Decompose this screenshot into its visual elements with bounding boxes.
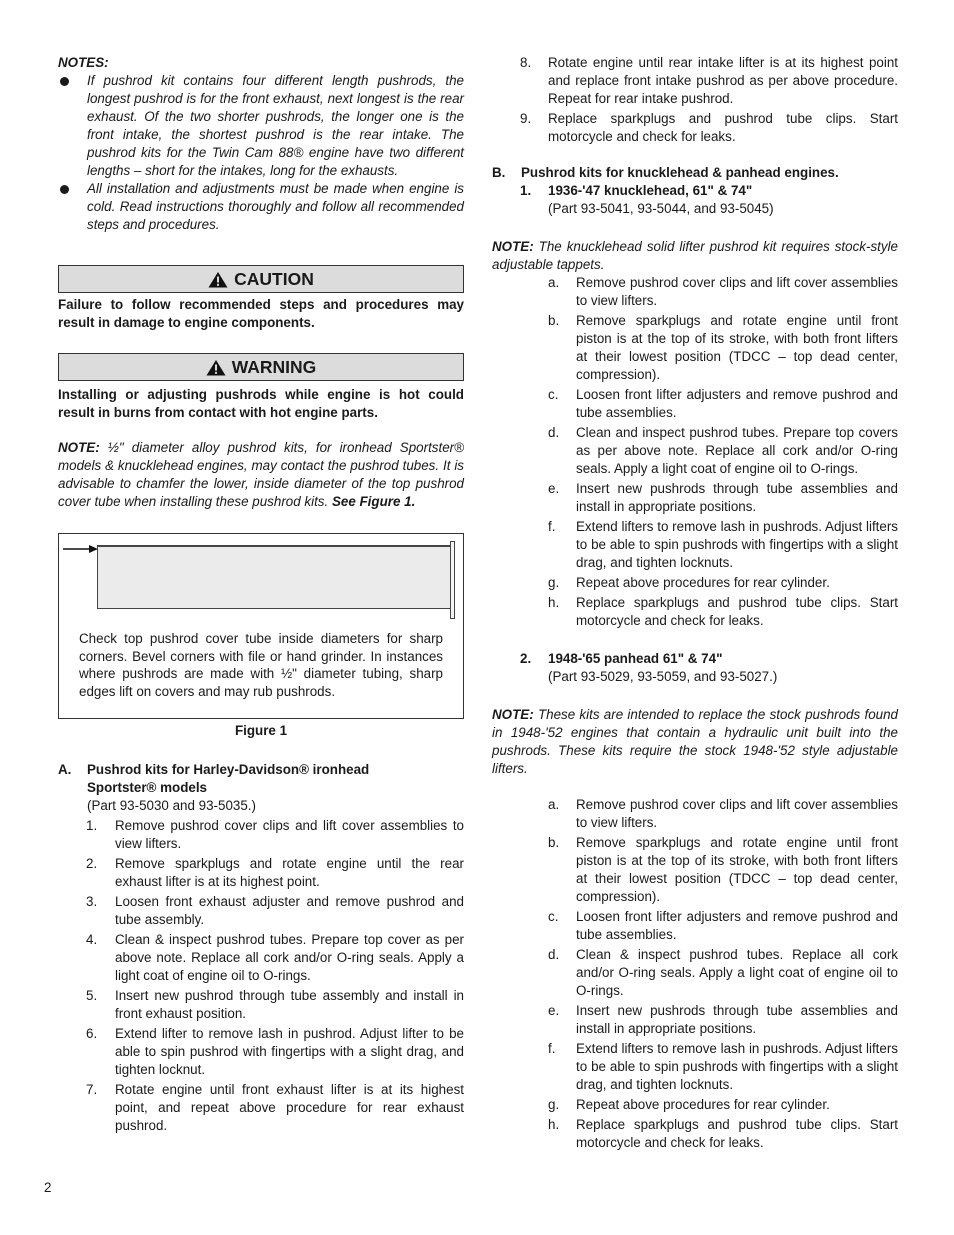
step-item — [58, 1025, 464, 1079]
caution-text: Failure to follow recommended steps and procedures may result in damage to engine components. — [58, 297, 464, 330]
warning-triangle-icon — [206, 359, 226, 376]
step-item — [492, 574, 898, 592]
step-text: Replace sparkplugs and pushrod tube clips. Start motorcycle and check for leaks. — [576, 595, 898, 628]
step-item — [492, 594, 898, 630]
step-number: g. — [548, 1097, 560, 1112]
sub1-note-label: NOTE: — [492, 239, 534, 254]
step-item — [492, 386, 898, 422]
step-item — [492, 480, 898, 516]
sub2-parts: (Part 93-5029, 93-5059, and 93-5027.) — [548, 669, 778, 684]
sub1-steps — [492, 274, 898, 630]
sub2-note — [492, 706, 898, 778]
step-text: Loosen front exhaust adjuster and remove pushrod and tube assembly. — [115, 894, 464, 927]
step-text: Repeat above procedures for rear cylinder. — [576, 575, 830, 590]
section-b-label: B. — [492, 165, 506, 180]
step-number: c. — [548, 387, 559, 402]
step-item — [58, 817, 464, 853]
note-bullet-1: If pushrod kit contains four different length pushrods, the longest pushrod is for the front exhaust, next longest is the rear exhaust. Of the two shorter pushrods, the longer one is the front intake, the shortest pushrod is the rear intake. The pushrod kits for the Twin Cam 88® engine have two different lengths – short for the intakes, long for the exhausts. — [58, 72, 464, 180]
sub1-heading — [492, 182, 898, 218]
step-number: c. — [548, 909, 559, 924]
step-number: 4. — [86, 932, 98, 947]
warning-banner — [58, 353, 464, 381]
step-number: 7. — [86, 1082, 98, 1097]
warning-label: WARNING — [231, 357, 317, 377]
right-column — [492, 54, 898, 1152]
step-text: Extend lifter to remove lash in pushrod. Adjust lifter to be able to spin pushrod with fingertips with a slight drag, and tighten locknut. — [115, 1026, 464, 1077]
figure-caption: Check top pushrod cover tube inside diameters for sharp corners. Bevel corners with file or hand grinder. In instances where pushrods are made with ½" diameter tubing, sharp edges lift on covers and may rub pushrods. — [79, 631, 443, 699]
caution-label: CAUTION — [234, 269, 314, 289]
step-item — [58, 931, 464, 985]
step-item — [58, 987, 464, 1023]
step-number: 1. — [86, 818, 98, 833]
step-number: d. — [548, 947, 560, 962]
step-text: Remove sparkplugs and rotate engine until the rear exhaust lifter is at its highest point. — [115, 856, 464, 889]
step-text: Remove sparkplugs and rotate engine until front piston is at the top of its stroke, with both front lifters at their lowest position (TDCC – top dead center, compression). — [576, 313, 898, 382]
step-text: Remove sparkplugs and rotate engine until front piston is at the top of its stroke, with both front lifters at their lowest position (TDCC – top dead center, compression). — [576, 835, 898, 904]
section-a-title-2: Sportster® models — [87, 780, 207, 795]
notes-title: NOTES: — [58, 55, 109, 70]
alloy-note-text: ½" diameter alloy pushrod kits, for ironhead Sportster® models & knucklehead engines, may contact the pushrod tubes. It is advisable to chamfer the lower, inside diameter of the top pushrod cover tube when installing these pushrod kits. — [58, 440, 464, 509]
step-text: Repeat above procedures for rear cylinder. — [576, 1097, 830, 1112]
step-item — [492, 110, 898, 146]
step-text: Remove pushrod cover clips and lift cover assemblies to view lifters. — [576, 275, 898, 308]
step-item — [492, 312, 898, 384]
sub1-number: 1. — [520, 183, 532, 198]
section-b-heading — [492, 164, 898, 182]
step-text: Remove pushrod cover clips and lift cover assemblies to view lifters. — [115, 818, 464, 851]
section-a-label: A. — [58, 762, 72, 777]
step-text: Rotate engine until rear intake lifter is at its highest point and replace front intake pushrod as per above procedure. Repeat for rear intake pushrod. — [548, 55, 898, 106]
step-item — [492, 1096, 898, 1114]
note-bullet-2: All installation and adjustments must be made when engine is cold. Read instructions thoroughly and follow all recommended steps and procedures. — [58, 180, 464, 234]
step-item — [492, 834, 898, 906]
step-text: Clean & inspect pushrod tubes. Prepare top cover as per above note. Replace all cork and/or O-ring seals. Apply a light coat of engine oil to O-rings. — [115, 932, 464, 983]
step-text: Rotate engine until front exhaust lifter is at its highest point, and repeat above procedure for rear exhaust pushrod. — [115, 1082, 464, 1133]
warning-text: Installing or adjusting pushrods while engine is hot could result in burns from contact with hot engine parts. — [58, 387, 464, 420]
step-item — [492, 1040, 898, 1094]
sub1-parts: (Part 93-5041, 93-5044, and 93-5045) — [548, 201, 774, 216]
step-item — [58, 1081, 464, 1135]
step-number: f. — [548, 1041, 556, 1056]
step-number: 9. — [520, 111, 532, 126]
see-figure-ref: See Figure 1. — [331, 494, 416, 509]
step-item — [492, 1116, 898, 1152]
step-item — [492, 424, 898, 478]
step-number: g. — [548, 575, 560, 590]
step-number: 3. — [86, 894, 98, 909]
step-number: f. — [548, 519, 556, 534]
sub2-note-label: NOTE: — [492, 707, 534, 722]
step-text: Replace sparkplugs and pushrod tube clips. Start motorcycle and check for leaks. — [576, 1117, 898, 1150]
step-text: Extend lifters to remove lash in pushrods. Adjust lifters to be able to spin pushrods with fingertips with a slight drag, and tighten locknuts. — [576, 519, 898, 570]
step-item — [58, 855, 464, 891]
step-text: Loosen front lifter adjusters and remove pushrod and tube assemblies. — [576, 909, 898, 942]
section-a-parts: (Part 93-5030 and 93-5035.) — [87, 798, 256, 813]
sub1-note — [492, 238, 898, 274]
section-b-title: Pushrod kits for knucklehead & panhead engines. — [521, 165, 839, 180]
section-a-title-1: Pushrod kits for Harley-Davidson® ironhead — [87, 762, 370, 777]
step-number: d. — [548, 425, 560, 440]
caution-banner — [58, 265, 464, 293]
step-number: b. — [548, 313, 560, 328]
step-text: Remove pushrod cover clips and lift cover assemblies to view lifters. — [576, 797, 898, 830]
step-text: Clean & inspect pushrod tubes. Replace all cork and/or O-ring seals. Apply a light coat of engine oil to O-rings. — [576, 947, 898, 998]
bullet-dot-icon — [60, 77, 69, 86]
left-column — [58, 54, 464, 1135]
alloy-note — [58, 439, 464, 511]
warning-triangle-icon — [208, 271, 228, 288]
sub1-title: 1936-'47 knucklehead, 61" & 74" — [548, 183, 753, 198]
step-number: 6. — [86, 1026, 98, 1041]
sub2-number: 2. — [520, 651, 532, 666]
step-number: a. — [548, 275, 560, 290]
step-number: a. — [548, 797, 560, 812]
step-item — [58, 893, 464, 929]
step-text: Loosen front lifter adjusters and remove pushrod and tube assemblies. — [576, 387, 898, 420]
sub1-note-text: The knucklehead solid lifter pushrod kit requires stock-style adjustable tappets. — [492, 239, 898, 272]
step-number: b. — [548, 835, 560, 850]
sub2-steps — [492, 796, 898, 1152]
step-text: Extend lifters to remove lash in pushrods. Adjust lifters to be able to spin pushrods with fingertips with a slight drag, and tighten locknuts. — [576, 1041, 898, 1092]
figure-1-box — [58, 533, 464, 719]
step-item — [492, 1002, 898, 1038]
step-number: 8. — [520, 55, 532, 70]
pushrod-tube-illustration — [97, 545, 451, 609]
step-number: 2. — [86, 856, 98, 871]
page-number: 2 — [44, 1180, 52, 1195]
step-item — [492, 796, 898, 832]
bullet-dot-icon — [60, 185, 69, 194]
step-text: Insert new pushrods through tube assemblies and install in appropriate positions. — [576, 1003, 898, 1036]
step-item — [492, 908, 898, 944]
step-text: Replace sparkplugs and pushrod tube clips. Start motorcycle and check for leaks. — [548, 111, 898, 144]
step-item — [492, 946, 898, 1000]
sub2-heading — [492, 650, 898, 686]
section-a-steps — [58, 817, 464, 1135]
step-text: Clean and inspect pushrod tubes. Prepare top covers as per above note. Replace all cork and/or O-ring seals. Apply a light coat of engine oil to O-rings. — [576, 425, 898, 476]
section-a-steps-cont — [492, 54, 898, 146]
section-a-heading — [58, 761, 464, 815]
sub2-note-text: These kits are intended to replace the stock pushrods found in 1948-'52 engines that contain a hydraulic unit built into the pushrods. These kits require the stock 1948-'52 style adjustable lifters. — [492, 707, 898, 776]
step-number: e. — [548, 1003, 560, 1018]
step-text: Insert new pushrods through tube assemblies and install in appropriate positions. — [576, 481, 898, 514]
step-number: 5. — [86, 988, 98, 1003]
step-number: h. — [548, 595, 560, 610]
step-item — [492, 54, 898, 108]
step-item — [492, 274, 898, 310]
figure-label: Figure 1 — [234, 723, 288, 738]
tube-end-illustration — [450, 541, 455, 619]
step-text: Insert new pushrod through tube assembly and install in front exhaust position. — [115, 988, 464, 1021]
step-number: h. — [548, 1117, 560, 1132]
step-number: e. — [548, 481, 560, 496]
step-item — [492, 518, 898, 572]
sub2-title: 1948-'65 panhead 61" & 74" — [548, 651, 723, 666]
arrow-right-icon — [63, 543, 99, 555]
alloy-note-label: NOTE: — [58, 440, 100, 455]
